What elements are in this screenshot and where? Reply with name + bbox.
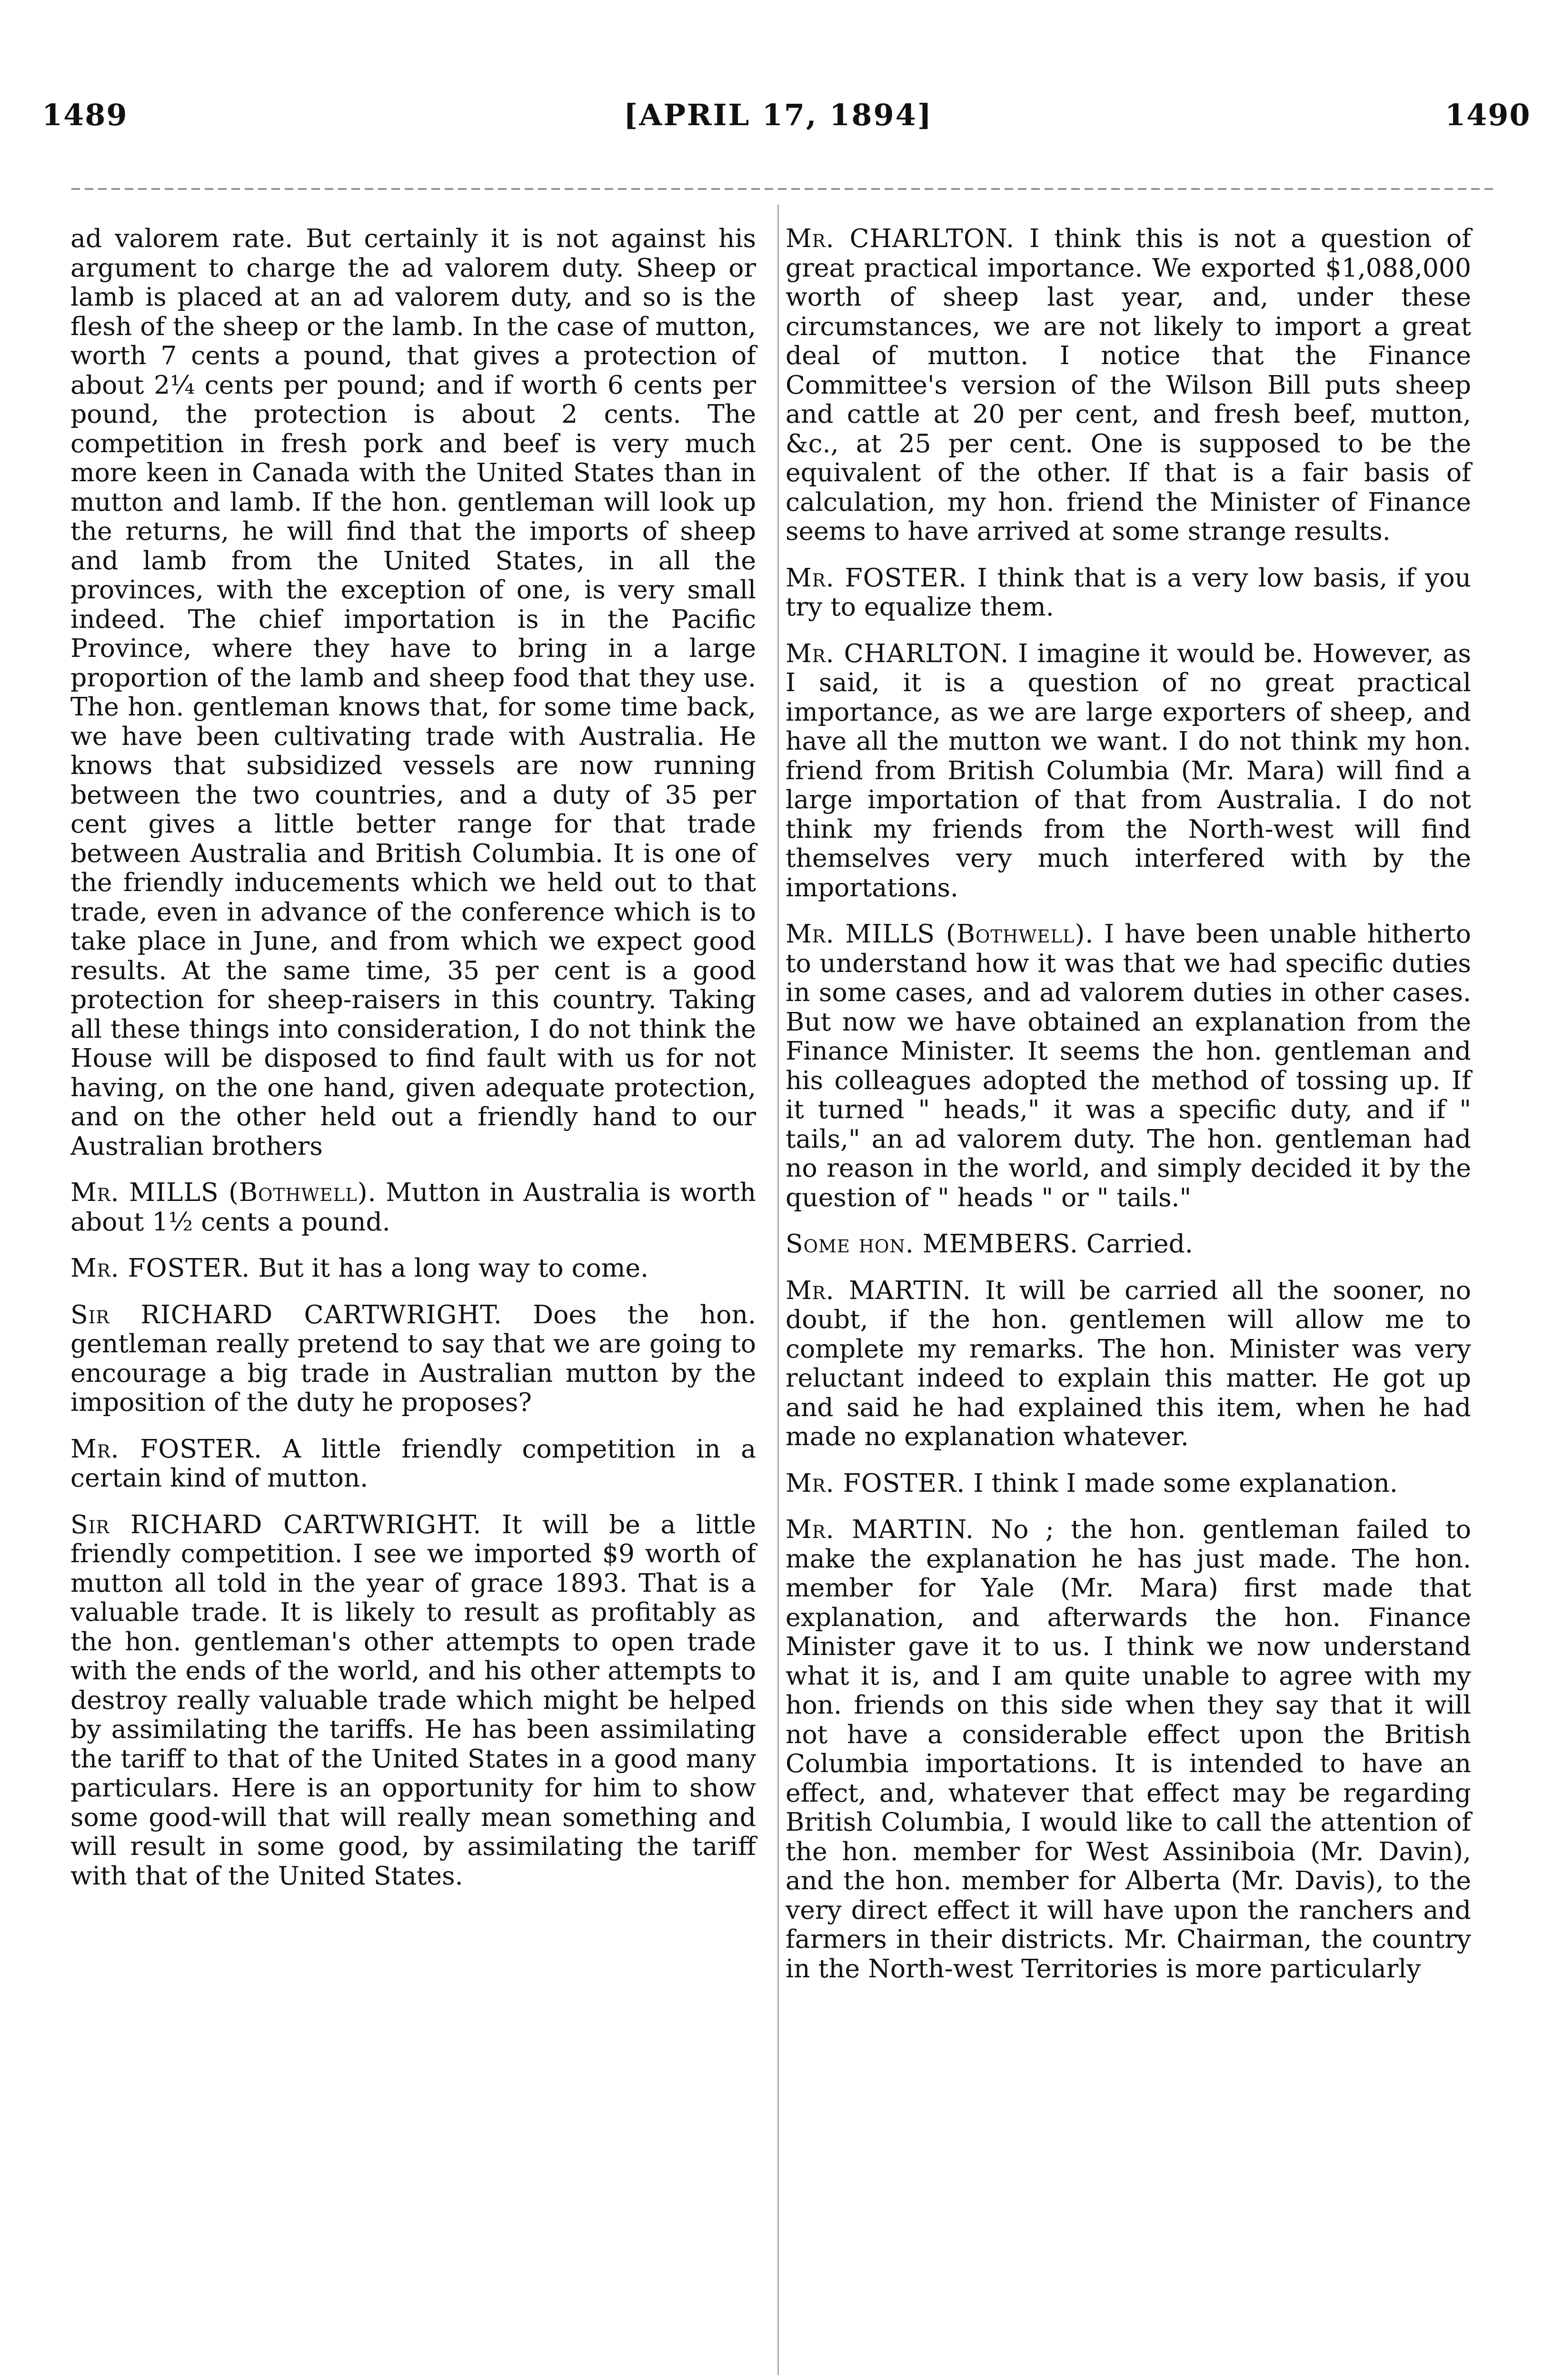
- paragraph: [786, 1276, 1471, 1451]
- paragraph: [786, 563, 1471, 622]
- paragraph-text: I think that is a very low basis, if you try to equalize them.: [786, 562, 1472, 622]
- paragraph: [70, 224, 756, 1160]
- page-header: [0, 0, 1553, 181]
- speaker: Mr. CHARLTON.: [786, 223, 1015, 253]
- paragraph-text: Does the hon. gentleman really pretend to say that we are going to encourage a big trade in Australian mutton by the imposition of the duty he proposes?: [70, 1299, 756, 1417]
- speaker: Mr. MARTIN.: [786, 1514, 975, 1544]
- left-column: [70, 224, 756, 1907]
- paragraph-text: I think this is not a question of great practical importance. We exported $1,088,000 worth of sheep last year, and, under these circumstances, we are not likely to import a great deal of mutton. I notice that the Finance Committee's version of the Wilson Bill puts sheep and cattle at 20 per cent, and fresh beef, mutton, &c., at 25 per cent. One is supposed to be the equivalent of the other. If that is a fair basis of calculation, my hon. friend the Minister of Finance seems to have arrived at some strange results.: [786, 223, 1472, 546]
- column-divider: [777, 205, 779, 2375]
- speaker: Mr. FOSTER.: [786, 562, 967, 593]
- paragraph-text: Mutton in Australia is worth about 1½ cents a pound.: [70, 1177, 756, 1237]
- page-number-left: 1489: [42, 98, 128, 132]
- paragraph-text: It will be a little friendly competition. I see we imported $9 worth of mutton all told in the year of grace 1893. That is a valuable trade. It is likely to result as profitably as the hon. gentleman's other attempts to open trade with the ends of the world, and his other attempts to destroy really valuable trade which might be helped by assimilating the tariffs. He has been assimilating the tariff to that of the United States in a good many particulars. Here is an opportunity for him to show some good-will that will really mean something and will result in some good, by assimilating the tariff with that of the United States.: [70, 1509, 756, 1891]
- paragraph: [786, 224, 1471, 546]
- paragraph-text: ad valorem rate. But certainly it is not against his argument to charge the ad valorem duty. Sheep or lamb is placed at an ad valorem duty, and so is the flesh of the sheep or the lamb. In the case of mutton, worth 7 cents a pound, that gives a protection of about 2¼ cents per pound; and if worth 6 cents per pound, the protection is about 2 cents. The competition in fresh pork and beef is very much more keen in Canada with the United States than in mutton and lamb. If the hon. gentleman will look up the returns, he will find that the imports of sheep and lamb from the United States, in all the provinces, with the exception of one, is very small indeed. The chief importation is in the Pacific Province, where they have to bring in a large proportion of the lamb and sheep food that they use. The hon. gentleman knows that, for some time back, we have been cultivating trade with Australia. He knows that subsidized vessels are now running between the two countries, and a duty of 35 per cent gives a little better range for that trade between Australia and British Columbia. It is one of the friendly inducements which we held out to that trade, even in advance of the conference which is to take place in June, and from which we expect good results. At the same time, 35 per cent is a good protection for sheep-raisers in this country. Taking all these things into consideration, I do not think the House will be disposed to find fault with us for not having, on the one hand, given adequate protection, and on the other held out a friendly hand to our Australian brothers: [70, 223, 756, 1161]
- paragraph: [70, 1300, 756, 1417]
- speaker: Mr. CHARLTON.: [786, 638, 1009, 668]
- paragraph-text: But it has a long way to come.: [258, 1253, 649, 1283]
- speaker: Mr. FOSTER.: [786, 1468, 966, 1498]
- speaker: Mr. MARTIN.: [786, 1275, 971, 1305]
- speaker: Mr. FOSTER.: [70, 1253, 250, 1283]
- paragraph: [786, 639, 1471, 902]
- paragraph: [70, 1434, 756, 1493]
- page-number-right: 1490: [1445, 98, 1531, 132]
- paragraph: [70, 1253, 756, 1283]
- right-column: [786, 224, 1471, 2000]
- paragraph-text: No ; the hon. gentleman failed to make the explanation he has just made. The hon. member for Yale (Mr. Mara) first made that explanation, and afterwards the hon. Finance Minister gave it to us. I think we now understand what it is, and I am quite unable to agree with my hon. friends on this side when they say that it will not have a considerable effect upon the British Columbia importations. It is intended to have an effect, and, whatever that effect may be regarding British Columbia, I would like to call the attention of the hon. member for West Assiniboia (Mr. Davin), and the hon. member for Alberta (Mr. Davis), to the very direct effect it will have upon the ranchers and farmers in their districts. Mr. Chairman, the country in the North-west Territories is more particularly: [786, 1514, 1471, 1983]
- speaker: Sir RICHARD CARTWRIGHT.: [70, 1509, 482, 1539]
- paragraph-text: I have been unable hitherto to understand how it was that we had specific duties in some cases, and ad valorem duties in other cases. But now we have obtained an explanation from the Finance Minister. It seems the hon. gentleman and his colleagues adopted the method of tossing up. If it turned " heads," it was a specific duty, and if " tails," an ad valorem duty. The hon. gentleman had no reason in the world, and simply decided it by the question of " heads " or " tails.": [786, 919, 1471, 1212]
- paragraph-text: I think I made some explanation.: [973, 1468, 1398, 1498]
- header-rule: [71, 188, 1495, 190]
- paragraph: [70, 1510, 756, 1891]
- paragraph: [786, 919, 1471, 1212]
- page-date: [APRIL 17, 1894]: [624, 98, 933, 132]
- paragraph: [786, 1229, 1471, 1259]
- paragraph-text: Carried.: [1086, 1229, 1193, 1259]
- speaker: Mr. FOSTER.: [70, 1433, 262, 1464]
- paragraph: [786, 1468, 1471, 1498]
- paragraph-text: It will be carried all the sooner, no doubt, if the hon. gentlemen will allow me to complete my remarks. The hon. Minister was very reluctant indeed to explain this matter. He got up and said he had explained this item, when he had made no explanation whatever.: [786, 1275, 1471, 1451]
- paragraph: [786, 1515, 1471, 1983]
- speaker: Sir RICHARD CARTWRIGHT.: [70, 1299, 502, 1329]
- speaker: Mr. MILLS (Bothwell).: [70, 1177, 377, 1207]
- paragraph: [70, 1178, 756, 1236]
- paragraph-text: A little friendly competition in a certain kind of mutton.: [70, 1433, 756, 1493]
- speaker: Some hon. MEMBERS.: [786, 1229, 1078, 1259]
- paragraph-text: I imagine it would be. However, as I said, it is a question of no great practical importance, as we are large exporters of sheep, and have all the mutton we want. I do not think my hon. friend from British Columbia (Mr. Mara) will find a large importation of that from Australia. I do not think my friends from the North-west will find themselves very much interfered with by the importations.: [786, 638, 1471, 902]
- speaker: Mr. MILLS (Bothwell).: [786, 919, 1094, 949]
